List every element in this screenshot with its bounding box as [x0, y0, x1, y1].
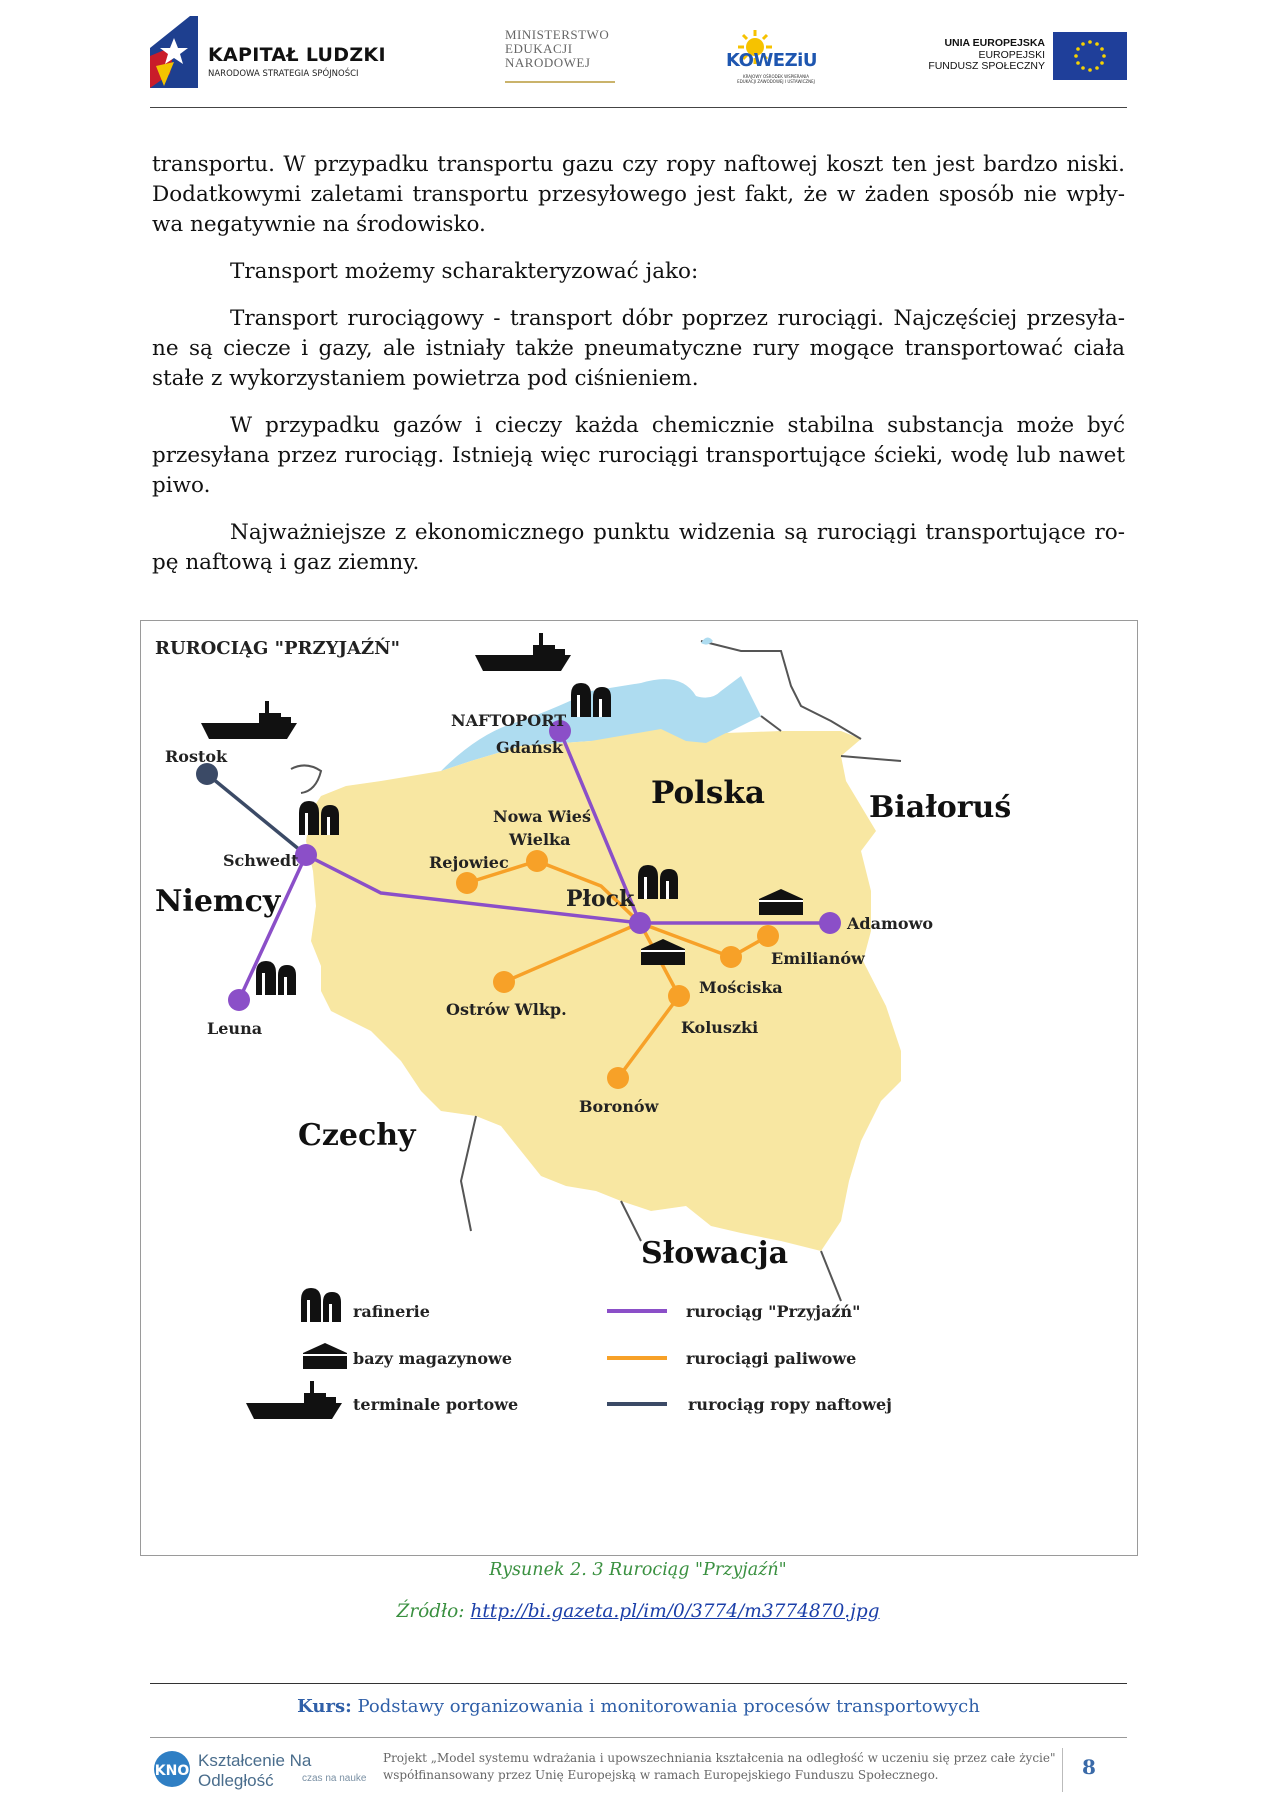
- ship-icon: [201, 701, 297, 739]
- node-moscicka: [720, 946, 742, 968]
- page-number: 8: [1082, 1755, 1096, 1779]
- legend-fuel: rurociągi paliwowe: [686, 1349, 857, 1368]
- node-leuna: [228, 989, 250, 1011]
- course-name: Podstawy organizowania i monitorowania procesów transportowych: [351, 1696, 980, 1717]
- legend-terminals: terminale portowe: [353, 1395, 519, 1414]
- footer-divider-top: [150, 1683, 1127, 1684]
- eu-flag-icon: [1053, 32, 1127, 80]
- kapital-ludzki-logo-icon: [150, 16, 200, 92]
- label-moscicka: Mościska: [699, 978, 783, 997]
- label-emilianow: Emilianów: [771, 949, 865, 968]
- paragraph-4: W przypadku gazów i cieczy każda chemicznie stabilna substancja może być przesyłana przez rurociąg. Istnieją więc rurociągi transportujące ścieki, wodę lub nawet piwo.: [152, 413, 1125, 498]
- label-plock: Płock: [566, 886, 635, 912]
- label-boronow: Boronów: [579, 1097, 659, 1116]
- label-ostrow: Ostrów Wlkp.: [446, 1000, 567, 1019]
- label-belarus: Białoruś: [869, 790, 1012, 825]
- figure-source: [140, 1601, 1136, 1622]
- pipeline-map: [141, 621, 1137, 1555]
- label-rejowiec: Rejowiec: [429, 853, 509, 872]
- node-ostrow: [493, 971, 515, 993]
- label-naftoport: NAFTOPORT: [451, 711, 567, 730]
- poland-territory: [306, 729, 901, 1251]
- map-title: RUROCIĄG "PRZYJAŹŃ": [155, 638, 400, 659]
- course-info: [150, 1696, 1127, 1717]
- paragraph-1: transportu. W przypadku transportu gazu czy ropy naftowej koszt ten jest bardzo niski. Dodatkowymi zaletami transportu przesyłowego jest fakt, że w żaden sposób nie wpły-wa negatywnie na środowisko.: [152, 152, 1125, 237]
- legend-refinery-icon: [301, 1288, 341, 1322]
- label-adamowo: Adamowo: [847, 914, 934, 933]
- label-nowa-wies-1: Nowa Wieś: [493, 807, 591, 826]
- szczecin-lagoon: [291, 765, 321, 793]
- node-plock: [629, 912, 651, 934]
- body-text: [152, 150, 1125, 595]
- kapital-ludzki-title: KAPITAŁ LUDZKI: [208, 44, 386, 66]
- node-adamowo: [819, 912, 841, 934]
- page-header: [150, 14, 1127, 109]
- legend-ship-icon: [246, 1381, 342, 1419]
- eu-line2: EUROPEJSKI: [978, 48, 1045, 61]
- crude-pipeline-rostok-schwedt: [207, 774, 306, 855]
- svg-text:KNO: KNO: [154, 1763, 190, 1779]
- eu-line3: FUNDUSZ SPOŁECZNY: [928, 60, 1045, 72]
- koweziu-name: KOWEZiU: [726, 50, 817, 71]
- label-czechia: Czechy: [298, 1118, 416, 1153]
- node-emilianow: [757, 925, 779, 947]
- label-gdansk: Gdańsk: [496, 738, 563, 757]
- label-rostok: Rostok: [165, 747, 228, 766]
- footer-separator: [1062, 1748, 1063, 1792]
- eu-text: [925, 38, 1045, 73]
- koweziu-sub1: KRAJOWY OŚRODEK WSPIERANIA: [743, 74, 809, 79]
- label-poland: Polska: [651, 775, 765, 811]
- source-link[interactable]: http://bi.gazeta.pl/im/0/3774/m3774870.jpg: [470, 1601, 880, 1622]
- kno-logo: [152, 1745, 372, 1793]
- source-label: Źródło:: [396, 1601, 471, 1622]
- paragraph-3: Transport rurociągowy - transport dóbr poprzez rurociągi. Najczęściej przesyła-ne są ciecze i gazy, ale istniały także pneumatyczne rury mogące transportować ciała stałe z wykorzystaniem powietrza pod ciśnieniem.: [152, 306, 1125, 391]
- ministry-line1: MINISTERSTWO: [505, 27, 610, 42]
- legend-refineries: rafinerie: [353, 1302, 430, 1321]
- node-nowa-wies: [526, 850, 548, 872]
- figure-caption: Rysunek 2. 3 Rurociąg "Przyjaźń": [489, 1560, 787, 1580]
- node-boronow: [607, 1067, 629, 1089]
- label-germany: Niemcy: [155, 884, 281, 919]
- refinery-icon: [571, 683, 611, 717]
- label-slovakia: Słowacja: [641, 1236, 789, 1271]
- legend-crude: rurociąg ropy naftowej: [688, 1395, 892, 1414]
- paragraph-2: Transport możemy scharakteryzować jako:: [230, 259, 699, 284]
- legend-storage: bazy magazynowe: [353, 1349, 512, 1368]
- paragraph-5: Najważniejsze z ekonomicznego punktu widzenia są rurociągi transportujące ro-pę naftową i gaz ziemny.: [152, 520, 1125, 575]
- label-nowa-wies-2: Wielka: [509, 830, 571, 849]
- ministry-logo: [505, 28, 615, 89]
- refinery-icon: [256, 961, 296, 995]
- ministry-underline-icon: [505, 79, 615, 85]
- header-divider: [150, 107, 1127, 108]
- koweziu-sub2: EDUKACJI ZAWODOWEJ I USTAWICZNEJ: [737, 79, 815, 84]
- node-rejowiec: [456, 872, 478, 894]
- project-line2: współfinansowany przez Unię Europejską w ramach Europejskiego Funduszu Społecznego.: [383, 1768, 939, 1782]
- node-koluszki: [668, 985, 690, 1007]
- pipeline-map-figure: [140, 620, 1138, 1556]
- legend-przyjazn: rurociąg "Przyjaźń": [686, 1302, 861, 1321]
- ship-icon: [475, 633, 571, 671]
- ministry-line3: NARODOWEJ: [505, 55, 591, 70]
- footer-divider-bottom: [150, 1737, 1127, 1738]
- label-koluszki: Koluszki: [681, 1018, 759, 1037]
- project-line1: Projekt „Model systemu wdrażania i upowszechniania kształcenia na odległość w uczeniu się przez całe życie": [383, 1751, 1056, 1765]
- kno-logo-text: Kształcenie Na Odległość: [198, 1751, 312, 1790]
- kno-logo-icon: [152, 1749, 192, 1789]
- project-info: [383, 1750, 1063, 1784]
- node-rostok: [196, 763, 218, 785]
- kno-logo-sub: czas na nauke: [302, 1773, 367, 1784]
- course-label: Kurs:: [297, 1696, 352, 1717]
- label-leuna: Leuna: [207, 1019, 263, 1038]
- kapital-ludzki-subtitle: NARODOWA STRATEGIA SPÓJNOŚCI: [208, 69, 359, 79]
- legend-storage-icon: [303, 1343, 347, 1369]
- ministry-line2: EDUKACJI: [505, 41, 573, 56]
- map-legend: [246, 1288, 892, 1419]
- label-schwedt: Schwedt: [223, 851, 299, 870]
- eu-line1: UNIA EUROPEJSKA: [944, 37, 1045, 49]
